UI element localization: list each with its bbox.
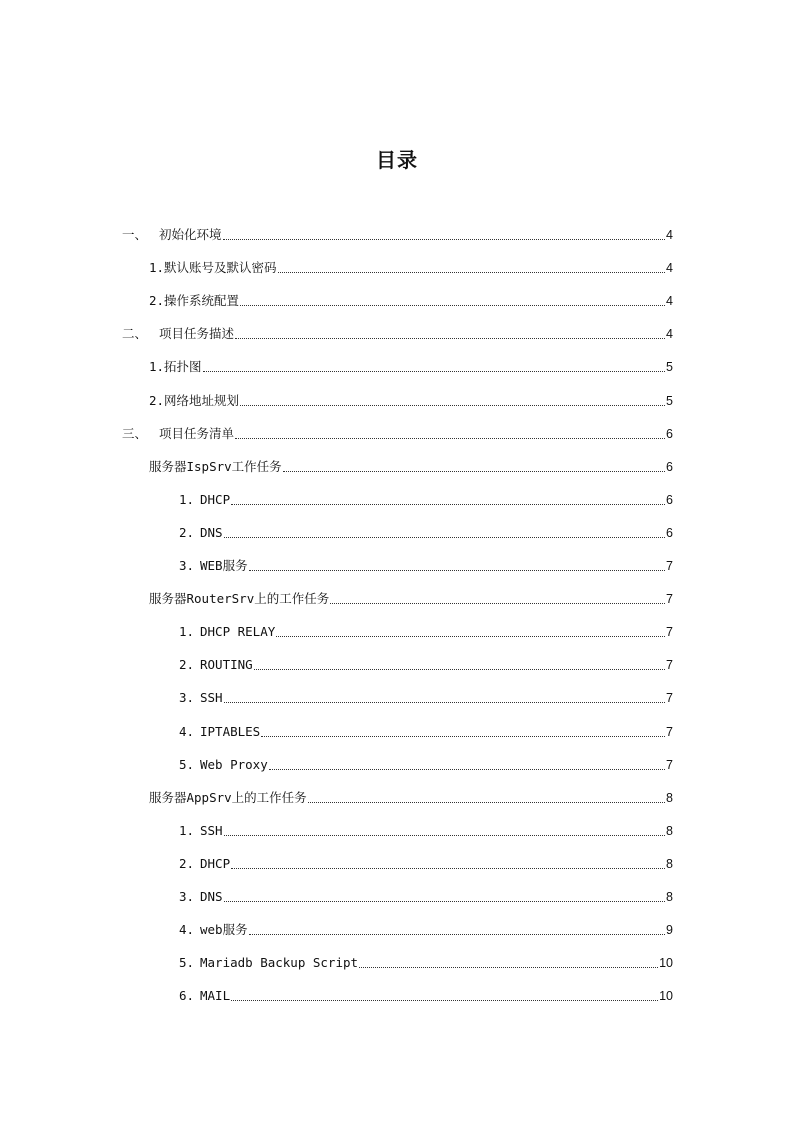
toc-page-number: 6 [666,426,673,441]
toc-page-number: 7 [666,625,673,640]
toc-entry-label [179,690,223,706]
toc-entry-label [179,757,268,773]
toc-entry[interactable] [149,353,673,375]
toc-entry-number: 1. [179,822,195,838]
toc-entry-text: MAIL [200,988,231,1004]
toc-entry-text: DHCP [200,491,231,507]
toc-entry[interactable] [179,552,673,574]
toc-entry[interactable] [179,982,673,1004]
toc-entry-number: 5. [179,756,195,772]
toc-entry-text: 2.网络地址规划 [149,392,240,408]
toc-entry-number: 3. [179,558,195,573]
toc-page-number: 8 [666,856,673,871]
toc-entry-number: 1. [179,491,195,507]
dot-leader [224,834,665,836]
toc-page-number: 5 [666,393,673,408]
dot-leader [249,933,665,935]
toc-entry-text: 项目任务清单 [159,425,235,441]
toc-entry-label [179,624,275,640]
toc-entry-number: 4. [179,922,195,938]
toc-page-number: 10 [659,989,673,1004]
toc-entry-text: DHCP RELAY [200,624,276,640]
toc-entry[interactable] [122,420,673,442]
dot-leader [223,238,666,240]
toc-entry-text: 1.默认账号及默认密码 [149,260,277,276]
dot-leader [231,867,665,869]
toc-entry-label [179,922,248,938]
toc-entry-label [179,724,260,740]
dot-leader [224,536,665,538]
toc-entry[interactable] [179,883,673,905]
dot-leader [224,900,665,902]
toc-entry-number: 一、 [122,227,148,242]
toc-page-number: 6 [666,459,673,474]
toc-entry-number: 4. [179,723,195,739]
toc-entry[interactable] [149,453,673,475]
toc-entry-number: 6. [179,988,195,1004]
toc-page-number: 4 [666,294,673,309]
toc-entry-text: Web Proxy [200,756,268,772]
toc-page-number: 7 [666,658,673,673]
toc-entry[interactable] [179,651,673,673]
toc-page-number: 8 [666,890,673,904]
toc-entry[interactable] [179,684,673,706]
toc-entry[interactable] [149,585,673,607]
toc-entry-label [122,227,222,243]
dot-leader [308,801,665,803]
toc-page-number: 7 [666,559,673,573]
toc-entry-label [179,525,223,541]
toc-page-number: 7 [666,757,673,772]
toc-page-number: 10 [659,956,673,971]
toc-entry-number: 2. [179,855,195,871]
toc-page-number: 4 [666,327,673,342]
toc-entry-label [179,856,230,872]
toc-entry-text: 2.操作系统配置 [149,293,240,309]
toc-entry-number: 5. [179,955,195,971]
dot-leader [254,668,665,670]
toc-entry[interactable] [179,949,673,971]
toc-entry-text: SSH [200,822,223,838]
toc-entry[interactable] [179,486,673,508]
toc-entry-number: 三、 [122,425,148,441]
toc-page-number: 6 [666,492,673,507]
toc-entry-number: 2. [179,657,195,673]
toc-entry-number: 3. [179,690,195,706]
toc-entry[interactable] [149,387,673,409]
dot-leader [235,337,665,339]
dot-leader [330,602,665,604]
toc-entry-text: Mariadb Backup Script [200,955,359,971]
toc-entry[interactable] [179,916,673,938]
toc-entry-label [149,293,239,309]
toc-entry-label [149,591,329,607]
dot-leader [203,370,665,372]
toc-entry-text: 初始化环境 [159,227,222,242]
toc-entry[interactable] [179,618,673,640]
toc-entry-text: DNS [200,889,223,904]
dot-leader [235,437,665,439]
toc-page-number: 7 [666,724,673,739]
toc-entry-text: 1.拓扑图 [149,359,202,375]
toc-entry-text: web服务 [200,922,248,938]
toc-entry-text: 项目任务描述 [159,326,235,342]
toc-page-number: 8 [666,823,673,838]
toc-entry-label [179,988,230,1004]
toc-page-number: 9 [666,923,673,938]
dot-leader [231,503,665,505]
dot-leader [231,999,658,1001]
toc-entry[interactable] [149,254,673,276]
dot-leader [283,470,665,472]
toc-entry-number: 3. [179,889,195,904]
toc-entry-label [122,326,234,342]
toc-entry[interactable] [179,751,673,773]
dot-leader [269,768,665,770]
dot-leader [240,404,665,406]
toc-entry-label [179,955,358,971]
toc-entry-label [179,558,248,574]
toc-title: 目录 [376,148,418,172]
toc-entry-number: 1. [179,624,195,640]
toc-entry[interactable] [122,320,673,342]
dot-leader [261,735,665,737]
toc-entry-text: SSH [200,690,223,706]
toc-page-number: 4 [666,261,673,276]
toc-page-number: 7 [666,691,673,706]
dot-leader [276,635,665,637]
toc-entry-label [149,359,202,375]
toc-entry-text: DHCP [200,855,231,871]
toc-entry-text: ROUTING [200,657,253,673]
toc-entry-label [179,492,230,508]
dot-leader [224,701,665,703]
toc-entry-number: 二、 [122,326,148,342]
toc-entry-text: DNS [200,524,223,540]
toc-entry-label [149,459,282,475]
toc-entry-label [179,823,223,839]
toc-page-number: 7 [666,592,673,607]
dot-leader [278,271,665,273]
toc-page-number: 5 [666,360,673,375]
toc-entry-number: 2. [179,524,195,540]
toc-page-number: 6 [666,525,673,540]
toc-entry[interactable] [179,519,673,541]
dot-leader [359,966,658,968]
toc-entry-text: IPTABLES [200,723,261,739]
toc-entry[interactable] [122,221,673,243]
toc-entry[interactable] [179,850,673,872]
toc-entry-label [122,426,234,442]
toc-entry-text: 服务器RouterSrv上的工作任务 [149,591,330,607]
toc-entry[interactable] [179,718,673,740]
toc-entry-label [179,657,253,673]
toc-entry-label [149,790,307,806]
toc-entry[interactable] [149,287,673,309]
toc-entry-text: WEB服务 [200,558,248,573]
toc-page-number: 8 [666,790,673,805]
toc-entry-label [179,889,223,905]
dot-leader [240,304,665,306]
dot-leader [249,569,665,571]
toc-entry-label [149,393,239,409]
toc-entry[interactable] [149,784,673,806]
toc-entry[interactable] [179,817,673,839]
toc-entry-label [149,260,277,276]
toc-entry-text: 服务器IspSrv工作任务 [149,458,282,474]
toc-page-number: 4 [666,228,673,242]
toc-entry-text: 服务器AppSrv上的工作任务 [149,789,307,805]
